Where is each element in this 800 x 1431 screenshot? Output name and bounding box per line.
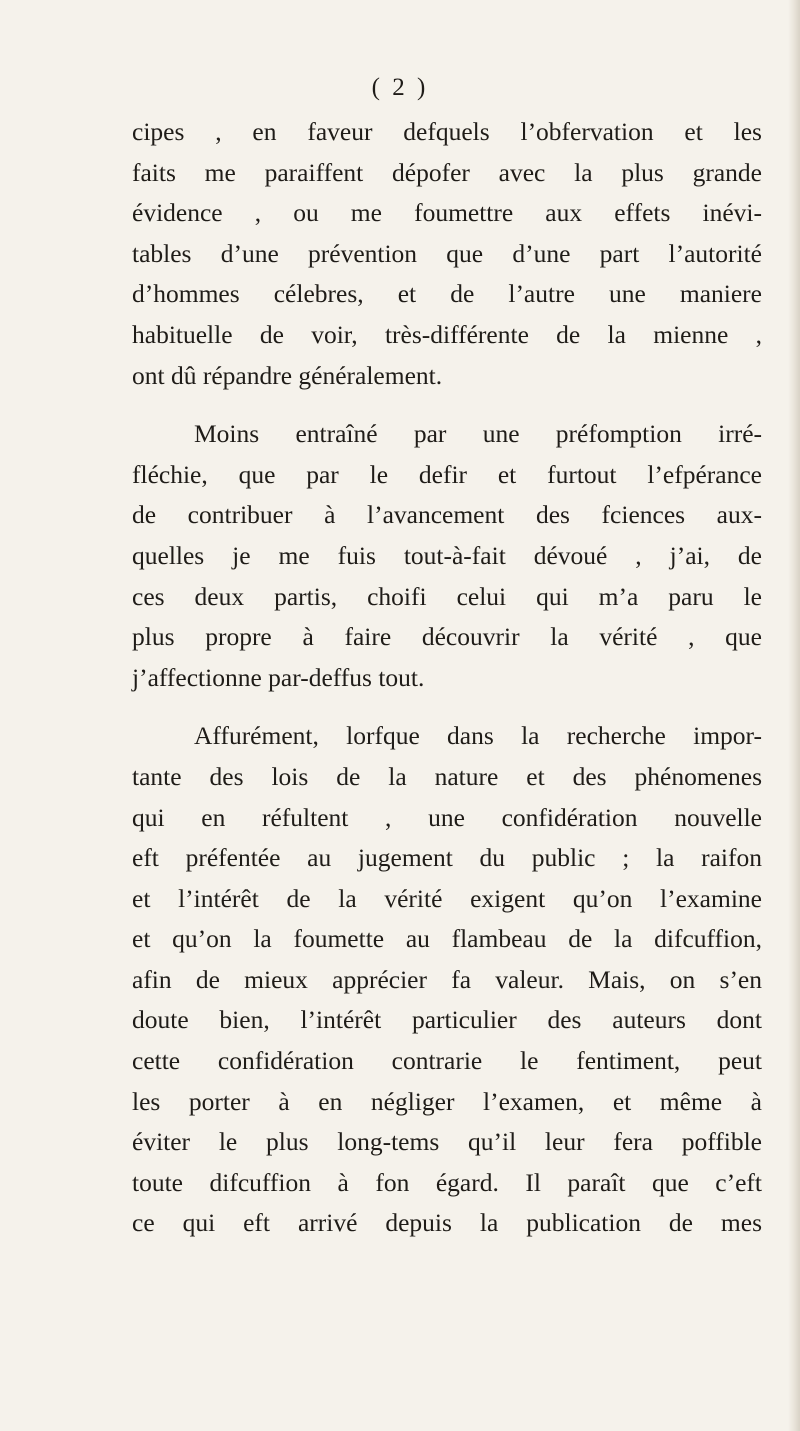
text-line: ces deux partis, choifi celui qui m’a paru le: [132, 581, 762, 611]
text-line: plus propre à faire découvrir la vérité , que: [132, 622, 762, 652]
text-line: éviter le plus long-tems qu’il leur fera poffible: [132, 1127, 762, 1157]
text-line: et l’intérêt de la vérité exigent qu’on l’examine: [132, 883, 762, 913]
text-line: toute difcuffion à fon égard. Il paraît que c’eft: [132, 1167, 762, 1197]
text-line: doute bien, l’intérêt particulier des auteurs dont: [132, 1005, 762, 1035]
page-edge-shadow: [788, 0, 800, 1431]
text-line: faits me paraiffent dépofer avec la plus grande: [132, 157, 762, 187]
text-line: tables d’une prévention que d’une part l’autorité: [132, 238, 762, 268]
text-line: les porter à en négliger l’examen, et même à: [132, 1086, 762, 1116]
paragraph-3: [132, 716, 762, 1244]
paragraph-1: [132, 112, 762, 396]
text-line: quelles je me fuis tout-à-fait dévoué , j’ai, de: [132, 540, 762, 570]
text-line: habituelle de voir, très-différente de la mienne ,: [132, 319, 762, 349]
paragraph-gap: [132, 698, 762, 716]
text-line: cipes , en faveur defquels l’obfervation et les: [132, 117, 762, 146]
text-line: Moins entraîné par une préfomption irré-: [194, 419, 762, 449]
text-line: j’affectionne par-deffus tout.: [132, 662, 425, 692]
paragraph-gap: [132, 396, 762, 414]
text-line: afin de mieux apprécier fa valeur. Mais, on s’en: [132, 964, 762, 994]
text-line: qui en réfultent , une confidération nouvelle: [132, 802, 762, 832]
text-line: eft préfentée au jugement du public ; la raifon: [132, 843, 762, 873]
text-line: évidence , ou me foumettre aux effets inévi-: [132, 198, 762, 228]
text-line: d’hommes célebres, et de l’autre une maniere: [132, 279, 762, 309]
text-line: cette confidération contrarie le fentiment, peut: [132, 1046, 762, 1076]
text-line: Affurément, lorfque dans la recherche impor-: [194, 721, 762, 751]
text-line: tante des lois de la nature et des phénomenes: [132, 761, 762, 791]
text-line: de contribuer à l’avancement des fciences aux-: [132, 500, 762, 530]
body-text: [132, 112, 762, 1244]
text-line: ont dû répandre généralement.: [132, 360, 443, 390]
text-line: ce qui eft arrivé depuis la publication de mes: [132, 1208, 762, 1238]
page-number: ( 2 ): [371, 74, 429, 101]
paragraph-2: [132, 414, 762, 698]
text-line: fléchie, que par le defir et furtout l’efpérance: [132, 459, 762, 489]
text-line: et qu’on la foumette au flambeau de la difcuffion,: [132, 924, 762, 954]
